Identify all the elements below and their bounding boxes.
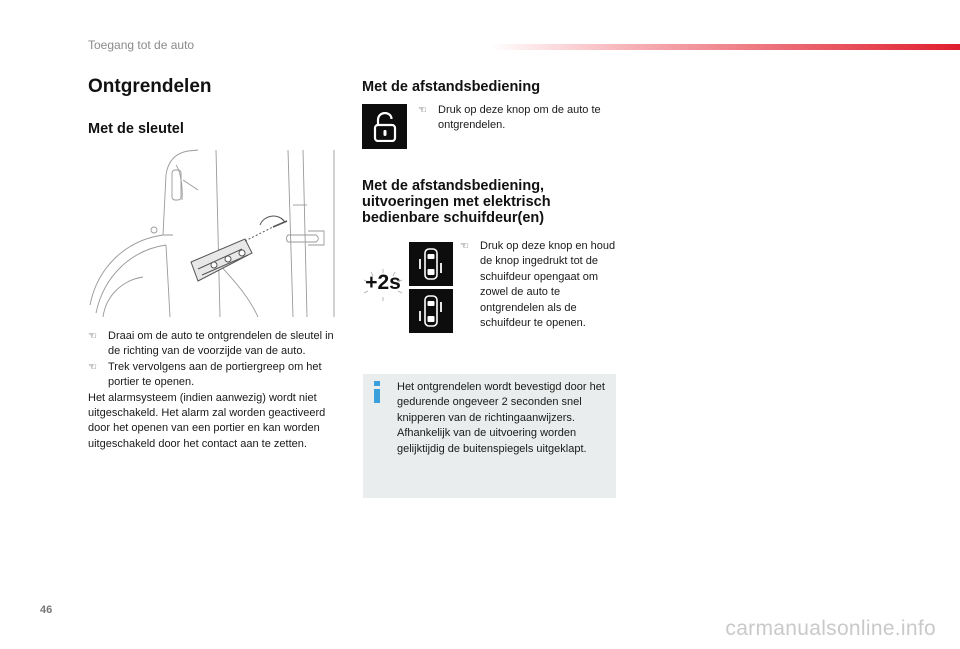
sliding-door-left-button-image — [409, 242, 453, 286]
heading-schuifdeur: Met de afstandsbediening, uitvoeringen met elektrisch bedienbare schuifdeur(en) — [362, 178, 551, 226]
sleutel-bullet-1 — [88, 329, 344, 360]
bullet-arrow-icon: ☜ — [88, 331, 97, 342]
page-title: Ontgrendelen — [88, 76, 212, 97]
unlock-button-image — [362, 104, 407, 149]
sleutel-bullet-2 — [88, 360, 344, 391]
key-in-door-illustration — [88, 145, 338, 320]
info-text — [397, 380, 613, 457]
afstand-bullet-text: Druk op deze knop om de auto te ontgrendelen. — [438, 104, 601, 132]
schuifdeur-bullet-text: Druk op deze knop en houd de knop ingedrukt tot de schuifdeur opengaat om zowel de auto te ontgrendelen als de schuifdeur te openen. — [480, 240, 616, 330]
van-sliding-door-left-icon — [416, 247, 446, 281]
sliding-door-right-button-image — [409, 289, 453, 333]
page-number: 46 — [40, 604, 53, 616]
afstand-bullet — [418, 103, 623, 134]
watermark: carmanualsonline.info — [725, 617, 936, 640]
header-section-title: Toegang tot de auto — [88, 38, 195, 52]
header-accent-bar — [490, 44, 960, 50]
heading-met-de-sleutel: Met de sleutel — [88, 121, 184, 137]
padlock-open-icon — [373, 112, 397, 142]
heading-met-de-afstandsbediening: Met de afstandsbediening — [362, 79, 541, 95]
van-sliding-door-right-icon — [416, 294, 446, 328]
sleutel-bullet-1-text: Draai om de auto te ontgrendelen de sleutel in de richting van de voorzijde van de auto. — [108, 330, 334, 358]
info-line-1: Het ontgrendelen wordt bevestigd door het gedurende ongeveer 2 seconden snel knipperen van de richtingaanwijzers. — [397, 381, 605, 424]
hold-duration-badge — [360, 268, 406, 302]
sleutel-bullet-2-text: Trek vervolgens aan de portiergreep om het portier te openen. — [108, 360, 322, 389]
afstand-bullet-row — [418, 103, 623, 134]
bullet-arrow-icon: ☜ — [460, 241, 469, 252]
bullet-arrow-icon: ☜ — [88, 361, 97, 373]
sleutel-paragraph: Het alarmsysteem (indien aanwezig) wordt niet uitgeschakeld. Het alarm zal worden geactiveerd door het openen van een portier en kan worden uitgeschakeld door het contact aan te zetten. — [88, 391, 326, 450]
sleutel-text-block — [88, 329, 344, 452]
bullet-arrow-icon: ☜ — [418, 105, 427, 116]
schuifdeur-bullet-row — [460, 239, 620, 331]
info-icon — [370, 381, 384, 403]
hold-duration-label: +2s — [365, 271, 401, 294]
info-line-2: Afhankelijk van de uitvoering worden gelijktijdig de buitenspiegels uitgeklapt. — [397, 427, 587, 455]
schuifdeur-bullet — [460, 239, 620, 331]
